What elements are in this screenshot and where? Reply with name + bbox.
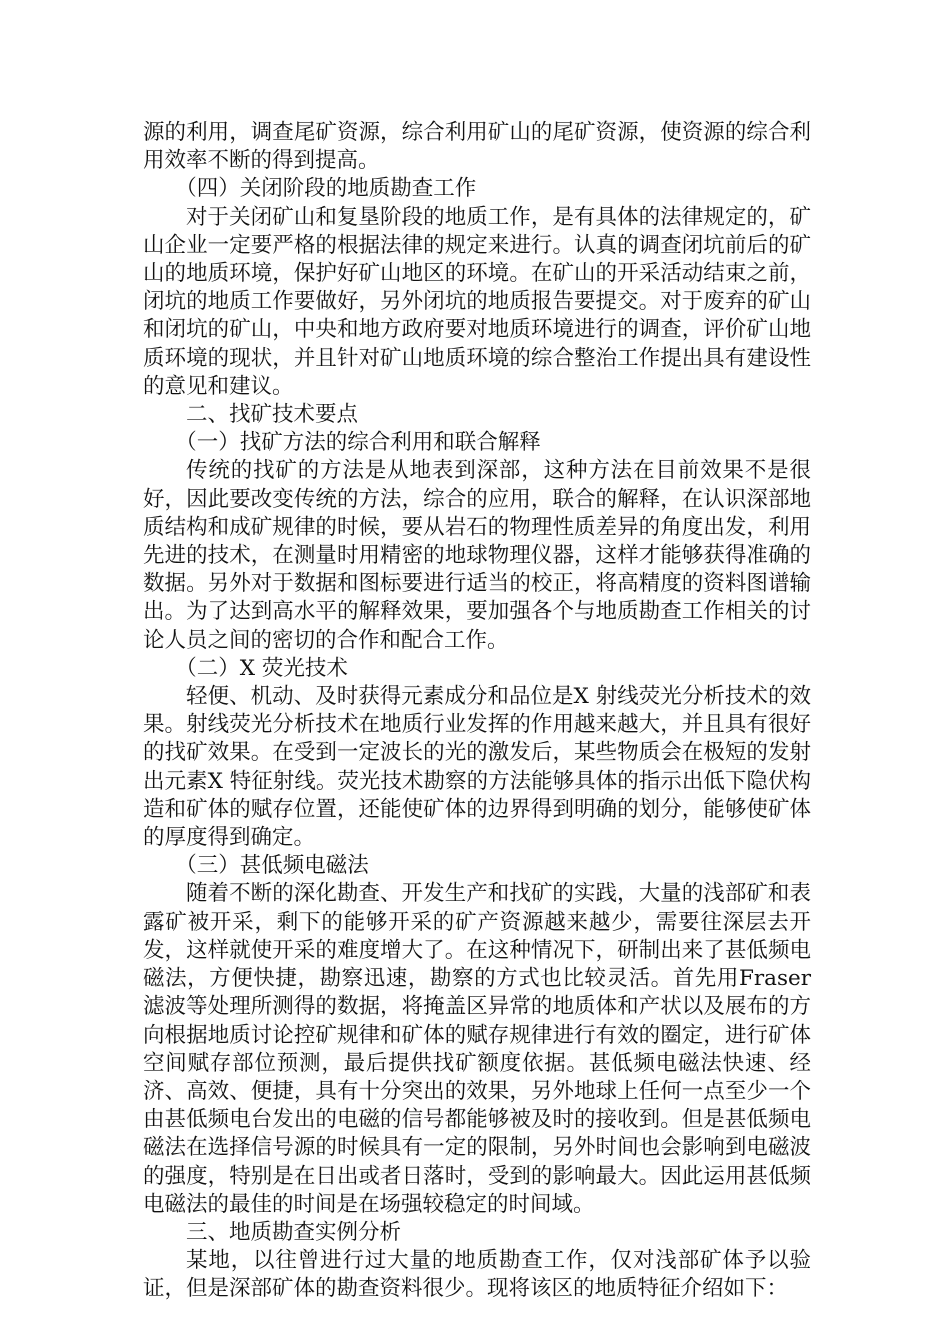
paragraph-continuation: 源的利用，调查尾矿资源，综合利用矿山的尾矿资源，使资源的综合利用效率不断的得到提高。 [143,120,811,174]
heading-prospecting-techniques: 二、找矿技术要点 [186,402,359,428]
paragraph-case-study: 某地，以往曾进行过大量的地质勘查工作，仅对浅部矿体予以验证，但是深部矿体的勘查资料很少。现将该区的地质特征介绍如下： [143,1248,811,1302]
paragraph-xray-fluorescence: 轻便、机动、及时获得元素成分和品位是X 射线荧光分析技术的效果。射线荧光分析技术在地质行业发挥的作用越来越大，并且具有很好的找矿效果。在受到一定波长的光的激发后，某些物质会在极短的发射出元素X 特征射线。荧光技术勘察的方法能够具体的指示出低下隐伏构造和矿体的赋存位置，还能使矿体的边界得到明确的划分，能够使矿体的厚度得到确定。 [143,684,811,851]
subheading-xray-fluorescence: （二）X 荧光技术 [175,655,348,681]
subheading-combined-methods: （一）找矿方法的综合利用和联合解释 [175,430,541,456]
subheading-closure-stage: （四）关闭阶段的地质勘查工作 [175,176,477,202]
paragraph-combined-methods: 传统的找矿的方法是从地表到深部，这种方法在目前效果不是很好，因此要改变传统的方法，综合的应用，联合的解释，在认识深部地质结构和成矿规律的时候，要从岩石的物理性质差异的角度出发，利用先进的技术，在测量时用精密的地球物理仪器，这样才能够获得准确的数据。另外对于数据和图标要进行适当的校正，将高精度的资料图谱输出。为了达到高水平的解释效果，要加强各个与地质勘查工作相关的讨论人员之间的密切的合作和配合工作。 [143,458,811,653]
paragraph-vlf-em: 随着不断的深化勘查、开发生产和找矿的实践，大量的浅部矿和表露矿被开采，剩下的能够开采的矿产资源越来越少，需要往深层去开发，这样就使开采的难度增大了。在这种情况下，研制出来了甚低频电磁法，方便快捷，勘察迅速，勘察的方式也比较灵活。首先用Fraser 滤波等处理所测得的数据，将掩盖区异常的地质体和产状以及展布的方向根据地质讨论控矿规律和矿体的赋存规律进行有效的圈定，进行矿体空间赋存部位预测，最后提供找矿额度依据。甚低频电磁法快速、经济、高效、便捷，具有十分突出的效果，另外地球上任何一点至少一个由甚低频电台发出的电磁的信号都能够被及时的接收到。但是甚低频电磁法在选择信号源的时候具有一定的限制，另外时间也会影响到电磁波的强度，特别是在日出或者日落时，受到的影响最大。因此运用甚低频电磁法的最佳的时间是在场强较稳定的时间域。 [143,881,811,1217]
document-page [143,119,811,1304]
heading-case-study: 三、地质勘查实例分析 [186,1219,402,1245]
paragraph-closure-stage: 对于关闭矿山和复垦阶段的地质工作，是有具体的法律规定的，矿山企业一定要严格的根据法律的规定来进行。认真的调查闭坑前后的矿山的地质环境，保护好矿山地区的环境。在矿山的开采活动结束之前，闭坑的地质工作要做好，另外闭坑的地质报告要提交。对于废弃的矿山和闭坑的矿山，中央和地方政府要对地质环境进行的调查，评价矿山地质环境的现状，并且针对矿山地质环境的综合整治工作提出具有建设性的意见和建议。 [143,204,811,399]
subheading-vlf-em: （三）甚低频电磁法 [175,853,369,879]
